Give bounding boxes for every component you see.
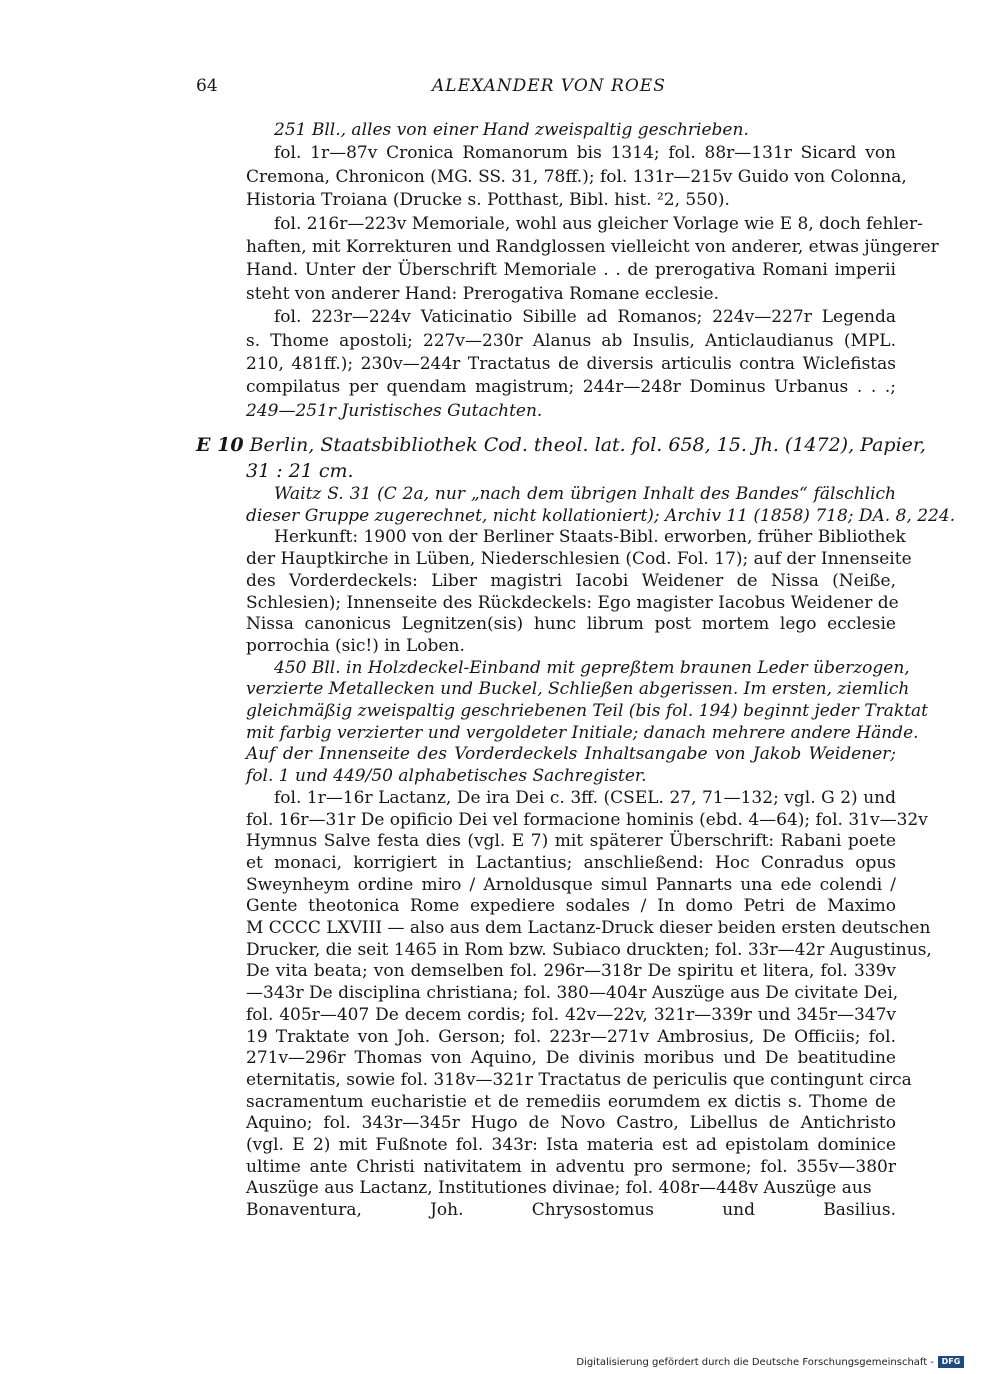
entry-heading-text: Berlin, Staatsbibliothek Cod. theol. lat. fol. 658, 15. Jh. (1472), Papier,: [249, 434, 926, 456]
text-line: verzierte Metallecken und Buckel, Schließen abgerissen. Im ersten, ziemlich: [246, 679, 910, 700]
text-line: 450 Bll. in Holzdeckel-Einband mit gepreßtem braunen Leder überzogen,: [274, 657, 910, 678]
footer-text: Digitalisierung gefördert durch die Deutsche Forschungsgemeinschaft -: [576, 1356, 934, 1368]
dfg-logo: DFG: [938, 1356, 964, 1368]
text-line: Waitz S. 31 (C 2a, nur „nach dem übrigen Inhalt des Bandes“ fälschlich: [274, 484, 896, 504]
text-line: Aquino; fol. 343r—345r Hugo de Novo Castro, Libellus de Antichristo: [246, 1113, 896, 1134]
text-line: haften, mit Korrekturen und Randglossen vielleicht von anderer, etwas jüngerer: [246, 237, 939, 257]
text-line: 249—251r Juristisches Gutachten.: [246, 400, 543, 421]
entry-heading-line: 31 : 21 cm.: [246, 460, 354, 482]
text-line: et monaci, korrigiert in Lactantius; anschließend: Hoc Conradus opus: [246, 852, 896, 873]
text-line: Bonaventura, Joh. Chrysostomus und Basilius.: [246, 1200, 896, 1221]
text-line: eternitatis, sowie fol. 318v—321r Tractatus de periculis que contingunt circa: [246, 1069, 912, 1090]
text-line: M CCCC LXVIII — also aus dem Lactanz-Druck dieser beiden ersten deutschen: [246, 918, 931, 938]
text-line: Hymnus Salve festa dies (vgl. E 7) mit späterer Überschrift: Rabani poete: [246, 831, 896, 852]
text-line: —343r De disciplina christiana; fol. 380—404r Auszüge aus De civitate Dei,: [246, 983, 899, 1004]
text-line: Drucker, die seit 1465 in Rom bzw. Subiaco druckten; fol. 33r—42r Augustinus,: [246, 939, 932, 960]
text-line: De vita beata; von demselben fol. 296r—318r De spiritu et litera, fol. 339v: [246, 961, 896, 982]
text-line: fol. 1 und 449/50 alphabetisches Sachregister.: [246, 766, 647, 787]
text-line: Schlesien); Innenseite des Rückdeckels: Ego magister Iacobus Weidener de: [246, 592, 899, 613]
text-line: gleichmäßig zweispaltig geschriebenen Teil (bis fol. 194) beginnt jeder Traktat: [246, 701, 929, 721]
page-header: [0, 76, 1000, 104]
text-line: fol. 1r—87v Cronica Romanorum bis 1314; fol. 88r—131r Sicard von: [274, 143, 896, 164]
text-line: Hand. Unter der Überschrift Memoriale . . de prerogativa Romani imperii: [246, 260, 896, 281]
text-line: fol. 16r—31r De opificio Dei vel formacione hominis (ebd. 4—64); fol. 31v—32v: [246, 809, 928, 830]
text-line: 210, 481ff.); 230v—244r Tractatus de diversis articulis contra Wiclefistas: [246, 354, 896, 374]
text-line: steht von anderer Hand: Prerogativa Romane ecclesie.: [246, 283, 720, 304]
text-line: Historia Troiana (Drucke s. Potthast, Bibl. hist. ²2, 550).: [246, 190, 730, 211]
text-line: Nissa canonicus Legnitzen(sis) hunc librum post mortem lego ecclesie: [246, 614, 896, 635]
text-line: 251 Bll., alles von einer Hand zweispaltig geschrieben.: [274, 120, 749, 140]
text-line: Gente theotonica Rome expediere sodales / In domo Petri de Maximo: [246, 896, 896, 917]
text-line: Sweynheym ordine miro / Arnoldusque simul Pannarts una ede colendi /: [246, 874, 896, 895]
text-line: 19 Traktate von Joh. Gerson; fol. 223r—271v Ambrosius, De Officiis; fol.: [246, 1026, 896, 1047]
text-line: sacramentum eucharistie et de remediis eorumdem ex dictis s. Thome de: [246, 1091, 896, 1112]
text-line: ultime ante Christi nativitatem in adventu pro sermone; fol. 355v—380r: [246, 1156, 896, 1177]
running-title: ALEXANDER VON ROES: [432, 76, 666, 96]
text-line: dieser Gruppe zugerechnet, nicht kollationiert); Archiv 11 (1858) 718; DA. 8, 224.: [246, 505, 956, 526]
text-line: Auf der Innenseite des Vorderdeckels Inhaltsangabe von Jakob Weidener;: [246, 744, 896, 765]
text-line: (vgl. E 2) mit Fußnote fol. 343r: Ista materia est ad epistolam dominice: [246, 1135, 896, 1155]
page-number: 64: [196, 76, 218, 96]
footer: [576, 1356, 964, 1368]
entry-heading-line: [196, 432, 926, 458]
text-line: der Hauptkirche in Lüben, Niederschlesien (Cod. Fol. 17); auf der Innenseite: [246, 549, 912, 570]
entry-siglum: E 10: [196, 434, 244, 456]
text-line: compilatus per quendam magistrum; 244r—248r Dominus Urbanus . . .;: [246, 377, 896, 398]
text-line: mit farbig verzierter und vergoldeter Initiale; danach mehrere andere Hände.: [246, 722, 919, 743]
text-line: s. Thome apostoli; 227v—230r Alanus ab Insulis, Anticlaudianus (MPL.: [246, 330, 896, 351]
text-line: fol. 405r—407 De decem cordis; fol. 42v—22v, 321r—339r und 345r—347v: [246, 1004, 896, 1025]
text-line: 271v—296r Thomas von Aquino, De divinis moribus und De beatitudine: [246, 1048, 896, 1069]
text-line: fol. 223r—224v Vaticinatio Sibille ad Romanos; 224v—227r Legenda: [274, 307, 896, 328]
text-line: porrochia (sic!) in Loben.: [246, 635, 465, 656]
text-line: fol. 216r—223v Memoriale, wohl aus gleicher Vorlage wie E 8, doch fehler-: [274, 213, 923, 234]
text-line: Cremona, Chronicon (MG. SS. 31, 78ff.); fol. 131r—215v Guido von Colonna,: [246, 166, 907, 187]
text-line: fol. 1r—16r Lactanz, De ira Dei c. 3ff. (CSEL. 27, 71—132; vgl. G 2) und: [274, 787, 896, 808]
text-line: des Vorderdeckels: Liber magistri Iacobi Weidener de Nissa (Neiße,: [246, 570, 896, 591]
text-line: Herkunft: 1900 von der Berliner Staats-Bibl. erworben, früher Bibliothek: [274, 527, 906, 548]
text-line: Auszüge aus Lactanz, Institutiones divinae; fol. 408r—448v Auszüge aus: [246, 1178, 872, 1199]
